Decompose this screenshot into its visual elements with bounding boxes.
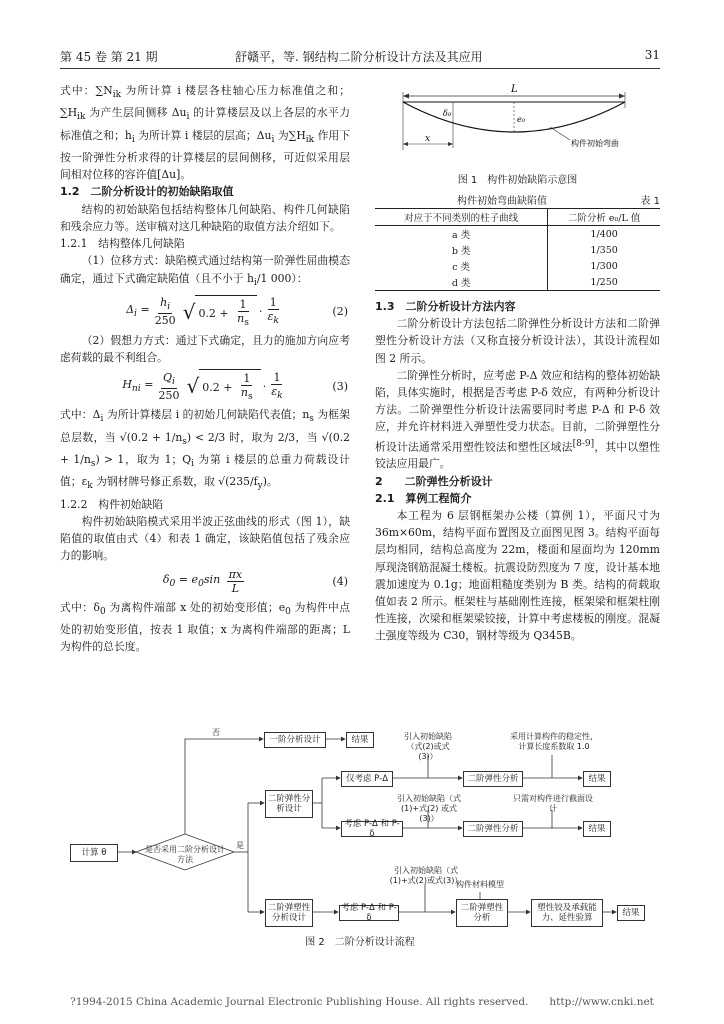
page-number: 31 xyxy=(644,48,660,62)
paragraph: 二阶弹性分析时，应考虑 P-Δ 效应和结构的整体初始缺陷，具体实施时，根据是否考虑 P-δ 效应，有两种分析设计方法。二阶弹塑性分析设计法需要同时考虑 P-Δ 和 P-δ 效应，并允许材料进入弹塑性受力状态。目前，二阶弹塑性分析设计法通常采用塑性铰法和塑性区域法[8-9]，其中以塑性铰法应用最广。 xyxy=(375,368,661,471)
header-rule xyxy=(60,68,660,69)
section-heading-1-3: 1.3 二阶分析设计方法内容 xyxy=(375,300,516,313)
table-cell: b 类 xyxy=(375,242,548,258)
note-member-design: 只需对构件进行截面设计 xyxy=(513,794,593,813)
equation-2: $\Delta_i$ = $\frac{h_i}{250}$ √ 0.2 + $\frac{1}{n_s}$ · $\frac{1}{\varepsilon_k}$ (2) xyxy=(126,296,348,328)
annotation: 构件初始弯曲 xyxy=(571,139,619,148)
equation-4: $\delta_0 = e_0\sin$ $\frac{\pi x}{L}$ (4) xyxy=(162,568,348,596)
yes-label: 是 xyxy=(236,841,244,850)
first-order-box: 一阶分析设计 xyxy=(264,732,326,748)
table-cell: d 类 xyxy=(375,274,548,291)
figure-1 xyxy=(375,80,660,185)
table-row xyxy=(375,274,660,291)
elastic-method-box: 二阶弹性分析设计 xyxy=(265,790,313,818)
paragraph: 二阶分析设计方法包括二阶弹性分析设计方法和二阶弹塑性分析设计方法（又称直接分析设计法），其设计流程如图 2 所示。 xyxy=(375,317,660,365)
section-heading-1-2: 1.2 二阶分析设计的初始缺陷取值 xyxy=(60,185,234,199)
paragraph: 结构的初始缺陷包括结构整体几何缺陷、构件几何缺陷和残余应力等。送审稿对这几种缺陷的取值方法介绍如下。 xyxy=(60,202,350,233)
table-header: 对应于不同类别的柱子曲线 xyxy=(375,209,548,226)
pd-global-box: 仅考虑 P-Δ xyxy=(341,771,393,787)
paragraph: 本工程为 6 层钢框架办公楼（算例 1），平面尺寸为 36m×60m，结构平面布置图及立面图见图 3。结构平面每层均相同，结构总高度为 22m，楼面和屋面均为 120mm 厚现浇钢筋混凝土楼板。抗震设防烈度为 7 度，设计基本地震加速度为 0.1g；地面粗糙度类别为 B 类。结构的荷载取值如表 2 所示。框架柱与基础刚性连接，框架梁和框架柱刚性连接，次梁和框架梁铰接，计算中考虑楼板的刚度。混凝土强度等级为 C30，钢材等级为 Q345B。 xyxy=(375,509,660,643)
paragraph: 式中：$\delta_0$ 为离构件端部 x 处的初始变形值；$e_0$ 为构件中点处的初始变形值，按表 1 取值；x 为离构件端部的距离；L 为构件的总长度。 xyxy=(60,600,351,654)
result-box: 结果 xyxy=(583,771,611,787)
table-tag: 表 1 xyxy=(640,196,660,207)
running-title: 舒赣平，等. 钢结构二阶分析设计方法及其应用 xyxy=(235,50,483,64)
figure-2-flowchart xyxy=(60,728,660,953)
label-e0: e₀ xyxy=(517,115,525,124)
table-title: 构件初始弯曲缺陷值 xyxy=(457,196,547,207)
pd-both-box: 考虑 P-Δ 和 P-δ xyxy=(341,821,403,837)
journal-issue: 第 45 卷 第 21 期 xyxy=(60,50,158,64)
paragraph: 构件初始缺陷模式采用半波正弦曲线的形式（图 1），缺陷值的取值由式（4）和表 1 确定，该缺陷值包括了残余应力的影响。 xyxy=(60,514,350,563)
table-header: 二阶分析 e₀/L 值 xyxy=(548,209,660,226)
table-row xyxy=(375,258,660,274)
note-defects-2: 引入初始缺陷（式(1)+式(2) 或式(3)） xyxy=(397,794,461,823)
paragraph: （1）位移方式：缺陷模式通过结构第一阶弹性屈曲模态确定，通过下式确定缺陷值（且不小于 $h_i/1$ 000）： xyxy=(60,254,350,288)
result-box: 结果 xyxy=(583,821,611,837)
table-1 xyxy=(375,192,660,291)
paragraph: 式中：$\sum N_{ik}$ 为所计算 i 楼层各柱轴心压力标准值之和；$\sum H_{ik}$ 为产生层间侧移 $\Delta u_i$ 的计算楼层及以上各层的水平力标准值之和；$h_i$ 为所计算 i 楼层的层高；$\Delta u_i$ 为$\sum H_{ik}$ 作用下按一阶弹性分析求得的计算楼层的层间侧移，可近似采用层间相对位移的容许值[Δu]。 xyxy=(60,84,351,182)
note-defects-3: 引入初始缺陷（式(1)+式(2)或式(3)） xyxy=(389,866,463,885)
equation-3: $H_{ni}$ = $\frac{Q_i}{250}$ √ 0.2 + $\frac{1}{n_s}$ · $\frac{1}{\varepsilon_k}$ (3) xyxy=(122,370,348,403)
equation-number: (2) xyxy=(332,305,348,319)
copyright-footer: ?1994-2015 China Academic Journal Electronic Publishing House. All rights reserved. http://www.cnki.net xyxy=(70,996,654,1008)
table-row xyxy=(375,242,660,258)
right-column xyxy=(375,298,660,645)
paragraph: （2）假想力方式：通过下式确定，且力的施加方向应考虑荷载的最不利组合。 xyxy=(60,333,350,365)
result-box: 结果 xyxy=(346,732,374,748)
decision-diamond: 是否采用二阶分析设计方法 xyxy=(145,845,225,864)
plastic-method-box: 二阶弹塑性分析设计 xyxy=(265,899,313,927)
table-row xyxy=(375,226,660,243)
section-heading-2-1: 2.1 算例工程简介 xyxy=(375,491,472,505)
plastic-check-box: 塑性铰及承载能力、延性验算 xyxy=(531,899,603,927)
member-imperfection-diagram xyxy=(375,80,660,165)
label-x: x xyxy=(425,134,431,144)
label-L: L xyxy=(511,84,518,95)
figure-2-caption: 图 2 二阶分析设计流程 xyxy=(305,937,415,948)
label-d0: δ₀ xyxy=(443,109,452,118)
section-heading-1-2-1: 1.2.1 结构整体几何缺陷 xyxy=(60,237,185,251)
table-cell: 1/300 xyxy=(590,260,618,272)
table-cell: a 类 xyxy=(375,226,548,243)
section-heading-1-2-2: 1.2.2 构件初始缺陷 xyxy=(60,497,164,511)
equation-number: (3) xyxy=(332,379,348,393)
second-elastic-box-1: 二阶弹性分析 xyxy=(463,771,523,787)
result-box: 结果 xyxy=(617,905,645,921)
figure-1-caption: 图 1 构件初始缺陷示意图 xyxy=(457,175,578,186)
running-header xyxy=(60,48,660,66)
second-elastic-box-2: 二阶弹性分析 xyxy=(463,821,523,837)
left-column xyxy=(60,82,350,655)
imperfection-table xyxy=(375,208,660,291)
note-plastic-model: 构件材料模型 xyxy=(456,880,504,889)
equation-number: (4) xyxy=(332,574,348,588)
paragraph: 式中：$\Delta_i$ 为所计算楼层 i 的初始几何缺陷代表值；$n_s$ 为框架总层数，当 $√(0.2 + 1/n_s) < 2/3$ 时，取为 2/3，当 $√(0.2 + 1/n_s) > 1$，取为 1；$Q_i$ 为第 i 楼层的总重力荷载设计值；$\varepsilon_k$ 为钢材牌号修正系数，取 $√(235/f_y)$。 xyxy=(60,408,350,492)
table-cell: c 类 xyxy=(375,258,548,274)
plastic-analysis-box: 二阶弹塑性分析 xyxy=(456,899,508,927)
table-cell: 1/250 xyxy=(548,274,660,291)
no-label: 否 xyxy=(212,728,220,737)
note-global-defect: 引入初始缺陷（式(2)或式(3)） xyxy=(404,732,452,761)
section-heading-2: 2 二阶弹性分析设计 xyxy=(375,474,493,488)
pd-both-plastic-box: 考虑 P-Δ 和 P-δ xyxy=(339,905,399,921)
table-cell: 1/400 xyxy=(590,228,618,240)
calc-theta-box: 计算 θ xyxy=(70,844,118,862)
table-cell: 1/350 xyxy=(590,244,618,256)
note-calc-length: 采用计算构件的稳定性，计算长度系数取 1.0 xyxy=(510,732,598,751)
